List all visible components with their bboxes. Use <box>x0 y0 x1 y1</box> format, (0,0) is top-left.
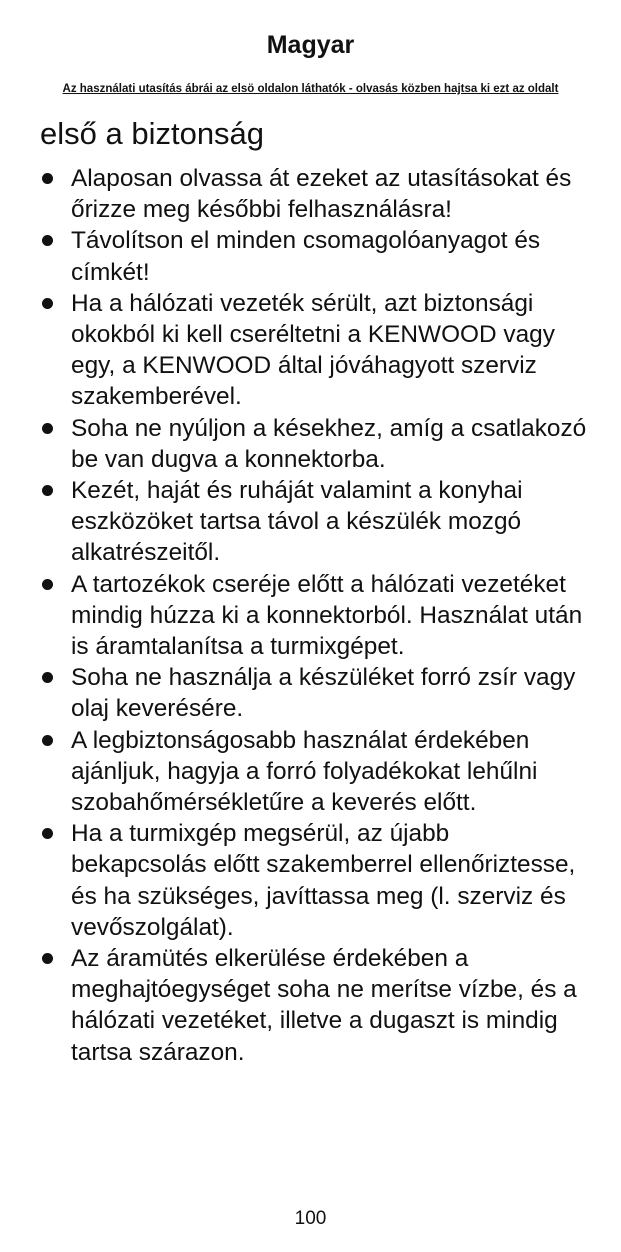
bullet-icon <box>42 235 53 246</box>
bullet-icon <box>42 953 53 964</box>
list-item <box>0 943 621 1068</box>
list-item-text: Soha ne használja a készüléket forró zsír vagy olaj keverésére. <box>71 664 576 723</box>
list-item-text: Alaposan olvassa át ezeket az utasításokat és őrizze meg későbbi felhasználásra! <box>71 165 572 224</box>
bullet-icon <box>42 735 53 746</box>
safety-list <box>0 163 621 1068</box>
bullet-icon <box>42 423 53 434</box>
list-item-text: Soha ne nyúljon a késekhez, amíg a csatlakozó be van dugva a konnektorba. <box>71 414 587 473</box>
bullet-icon <box>42 828 53 839</box>
bullet-icon <box>42 485 53 496</box>
page-number: 100 <box>294 1208 327 1229</box>
section-title: első a biztonság <box>40 116 265 151</box>
list-item-text: Távolítson el minden csomagolóanyagot és címkét! <box>71 227 541 286</box>
list-item-text: Kezét, haját és ruháját valamint a konyhai eszközöket tartsa távol a készülék mozgó alkatrészeitől. <box>71 477 523 567</box>
list-item <box>0 818 621 943</box>
list-item <box>0 225 621 287</box>
list-item-text: Az áramütés elkerülése érdekében a meghajtóegységet soha ne merítse vízbe, és a hálózati vezetéket, illetve a dugaszt is mindig tartsa szárazon. <box>71 945 577 1066</box>
list-item <box>0 662 621 724</box>
bullet-icon <box>42 173 53 184</box>
list-item <box>0 288 621 413</box>
list-item <box>0 725 621 819</box>
list-item-text: A legbiztonságosabb használat érdekében ajánljuk, hagyja a forró folyadékokat lehűlni szobahőmérsékletűre a keverés előtt. <box>71 726 538 817</box>
list-item-text: A tartozékok cseréje előtt a hálózati vezetéket mindig húzza ki a konnektorból. Használat után is áramtalanítsa a turmixgépet. <box>71 570 583 661</box>
list-item <box>0 413 621 475</box>
list-item-text: Ha a turmixgép megsérül, az újabb bekapcsolás előtt szakemberrel ellenőriztesse, és ha szükséges, javíttassa meg (l. szerviz és vevőszolgálat). <box>71 820 576 941</box>
bullet-icon <box>42 579 53 590</box>
language-heading: Magyar <box>266 31 355 59</box>
instructions-note: Az használati utasítás ábrái az elsö oldalon láthatók - olvasás közben hajtsa ki ezt az oldalt <box>62 83 559 95</box>
bullet-icon <box>42 298 53 309</box>
bullet-icon <box>42 672 53 683</box>
list-item <box>0 163 621 225</box>
list-item <box>0 569 621 663</box>
list-item-text: Ha a hálózati vezeték sérült, azt biztonsági okokból ki kell cseréltetni a KENWOOD vagy egy, a KENWOOD által jóváhagyott szerviz szakemberével. <box>71 289 555 411</box>
list-item <box>0 475 621 569</box>
